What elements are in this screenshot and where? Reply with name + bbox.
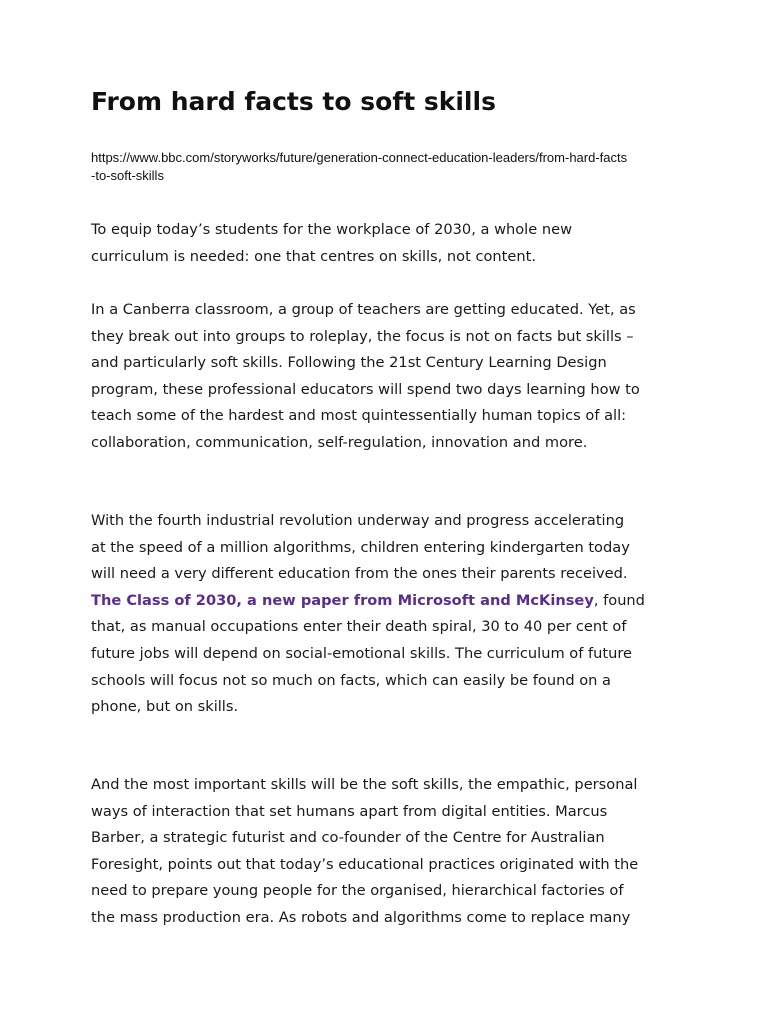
text-line: With the fourth industrial revolution underway and progress accelerating	[91, 512, 625, 529]
text-line: they break out into groups to roleplay, the focus is not on facts but skills –	[91, 327, 634, 345]
source-url-line: -to-soft-skills	[91, 168, 164, 183]
text-line: curriculum is needed: one that centres on skills, not content.	[91, 247, 536, 265]
text-line: will need a very different education from the ones their parents received.	[91, 565, 628, 583]
text-line: teach some of the hardest and most quintessentially human topics of all:	[91, 407, 627, 425]
text-line: Barber, a strategic futurist and co-founder of the Centre for Australian	[91, 829, 605, 847]
text-line: future jobs will depend on social-emotional skills. The curriculum of future	[91, 644, 633, 662]
text-line-with-link	[91, 588, 681, 615]
text-line: need to prepare young people for the organised, hierarchical factories of	[91, 882, 624, 900]
paragraph-industrial-revolution	[91, 508, 681, 721]
text-line: program, these professional educators will spend two days learning how to	[91, 380, 640, 398]
article-title: From hard facts to soft skills	[91, 87, 496, 116]
text-line: at the speed of a million algorithms, children entering kindergarten today	[91, 538, 630, 556]
text-line: that, as manual occupations enter their death spiral, 30 to 40 per cent of	[91, 618, 627, 636]
text-line: schools will focus not so much on facts, which can easily be found on a	[91, 671, 611, 689]
text-line: and particularly soft skills. Following the 21st Century Learning Design	[91, 354, 607, 372]
paragraph-soft-skills	[91, 772, 681, 932]
source-url-line: https://www.bbc.com/storyworks/future/generation-connect-education-leaders/from-hard-facts	[91, 150, 628, 165]
link-tail-text: , found	[593, 591, 645, 609]
text-line: And the most important skills will be the soft skills, the empathic, personal	[91, 776, 638, 793]
text-line: phone, but on skills.	[91, 698, 239, 716]
text-line: To equip today’s students for the workplace of 2030, a whole new	[91, 221, 573, 238]
class-of-2030-link[interactable]: The Class of 2030, a new paper from Microsoft and McKinsey	[91, 591, 594, 609]
text-line: collaboration, communication, self-regulation, innovation and more.	[91, 433, 588, 451]
text-line: In a Canberra classroom, a group of teachers are getting educated. Yet, as	[91, 301, 636, 318]
text-line: the mass production era. As robots and algorithms come to replace many	[91, 908, 631, 926]
source-url[interactable]	[91, 149, 681, 185]
paragraph-intro	[91, 217, 681, 270]
text-line: Foresight, points out that today’s educational practices originated with the	[91, 855, 639, 873]
paragraph-canberra	[91, 297, 681, 457]
text-line: ways of interaction that set humans apart from digital entities. Marcus	[91, 802, 608, 820]
